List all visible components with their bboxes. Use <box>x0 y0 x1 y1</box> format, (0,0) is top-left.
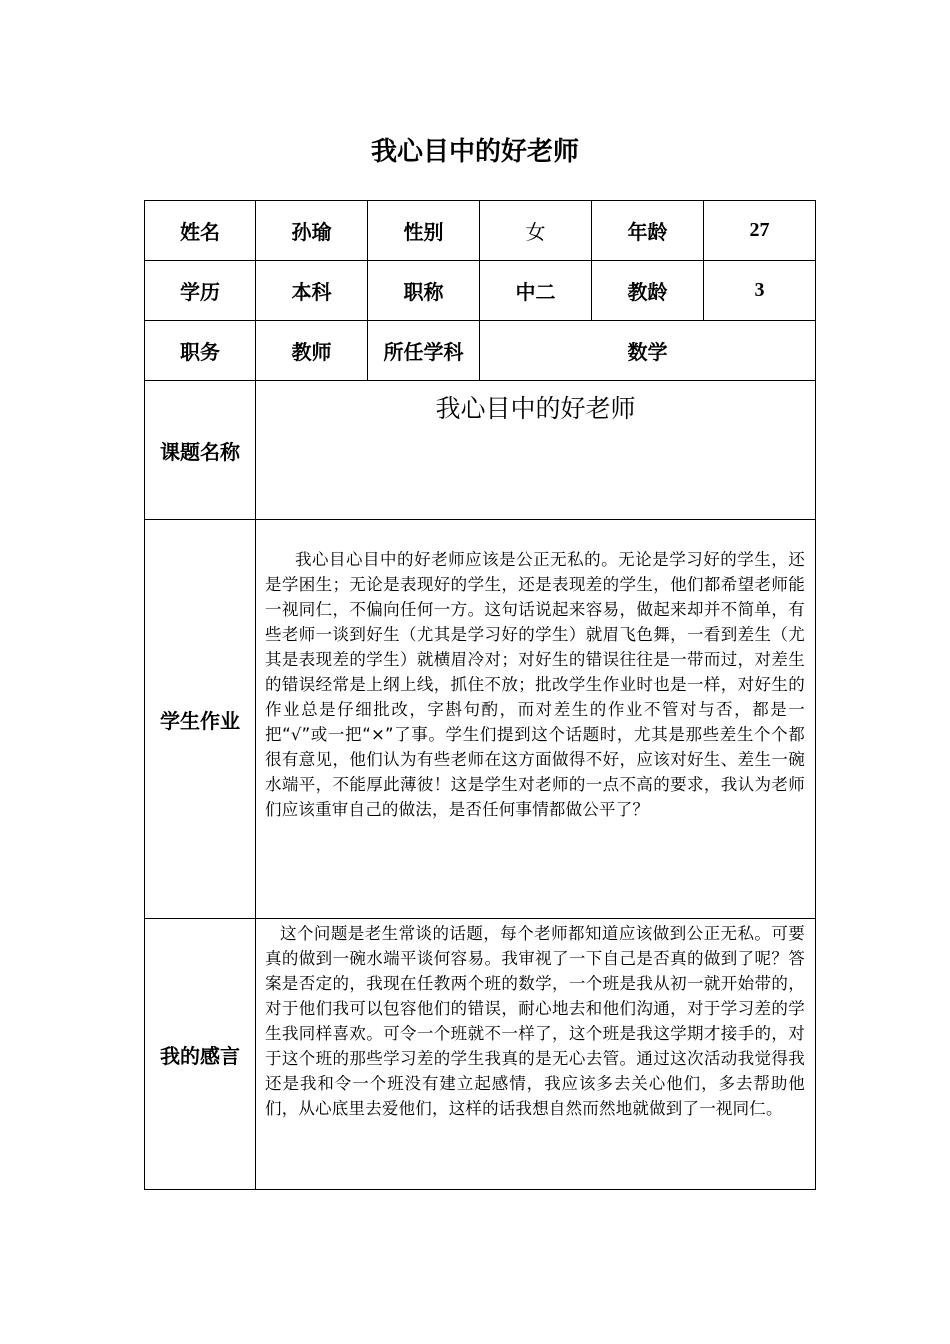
rank-label: 职称 <box>368 261 480 321</box>
name-label: 姓名 <box>145 201 256 261</box>
teaching-years-label: 教龄 <box>592 261 704 321</box>
homework-cell <box>256 520 816 919</box>
education-value: 本科 <box>256 261 368 321</box>
topic-cell <box>256 381 816 520</box>
subject-label: 所任学科 <box>368 321 480 381</box>
table-row <box>145 520 816 919</box>
document-title: 我心目中的好老师 <box>370 137 579 167</box>
table-row <box>145 261 816 321</box>
gender-label: 性别 <box>368 201 480 261</box>
table-row <box>145 321 816 381</box>
homework-label: 学生作业 <box>145 520 256 919</box>
name-value: 孙瑜 <box>256 201 368 261</box>
subject-value: 数学 <box>480 321 816 381</box>
homework-text: 我心目心目中的好老师应该是公正无私的。无论是学习好的学生，还是学困生；无论是表现好的学生，还是表现差的学生，他们都希望老师能一视同仁，不偏向任何一方。这句话说起来容易，做起来却并不简单，有些老师一谈到好生（尤其是学习好的学生）就眉飞色舞，一看到差生（尤其是表现差的学生）就横眉冷对；对好生的错误往往是一带而过，对差生的错误经常是上纲上线，抓住不放；批改学生作业时也是一样，对好生的作业总是仔细批改，字斟句酌，而对差生的作业不管对与否，都是一把“√”或一把“×”了事。学生们提到这个话题时，尤其是那些差生个个都很有意见，他们认为有些老师在这方面做得不好，应该对好生、差生一碗水端平，不能厚此薄彼！这是学生对老师的一点不高的要求，我认为老师们应该重审自己的做法，是否任何事情都做公平了？ <box>265 550 805 819</box>
table-row <box>145 919 816 1190</box>
education-label: 学历 <box>145 261 256 321</box>
reflection-text: 这个问题是老生常谈的话题，每个老师都知道应该做到公正无私。可要真的做到一碗水端平谈何容易。我审视了一下自己是否真的做到了呢？答案是否定的，我现在任教两个班的数学，一个班是我从初一就开始带的，对于他们我可以包容他们的错误，耐心地去和他们沟通，对于学习差的学生我同样喜欢。可令一个班就不一样了，这个班是我这学期才接手的，对于这个班的那些学习差的学生我真的是无心去管。通过这次活动我觉得我还是我和令一个班没有建立起感情，我应该多去关心他们，多去帮助他们，从心底里去爱他们，这样的话我想自然而然地就做到了一视同仁。 <box>265 924 805 1118</box>
topic-value: 我心目中的好老师 <box>435 394 636 423</box>
teaching-years-value: 3 <box>704 261 816 321</box>
position-value: 教师 <box>256 321 368 381</box>
position-label: 职务 <box>145 321 256 381</box>
table-row <box>145 381 816 520</box>
gender-value: 女 <box>480 201 592 261</box>
rank-value: 中二 <box>480 261 592 321</box>
reflection-cell <box>256 919 816 1190</box>
age-value: 27 <box>704 201 816 261</box>
topic-label: 课题名称 <box>145 381 256 520</box>
table-row <box>145 201 816 261</box>
age-label: 年龄 <box>592 201 704 261</box>
reflection-label: 我的感言 <box>145 919 256 1190</box>
teacher-form-table <box>144 200 816 1190</box>
